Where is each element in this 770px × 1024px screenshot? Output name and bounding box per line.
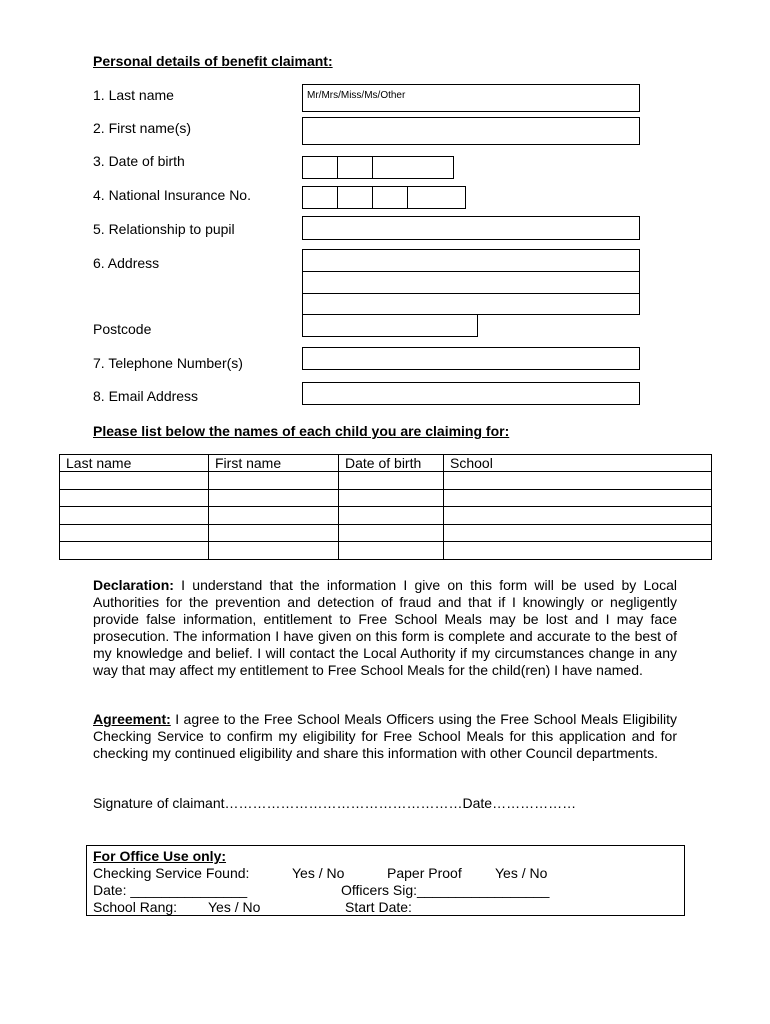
dob-month-input[interactable] (338, 157, 372, 178)
column-header-school: School (444, 455, 712, 472)
relationship-input[interactable] (303, 217, 639, 239)
email-field-box (302, 382, 640, 405)
personal-details-heading: Personal details of benefit claimant: (93, 53, 333, 69)
ni-segment-4-box (407, 186, 466, 209)
column-header-first-name: First name (209, 455, 339, 472)
ni-segment-3-box (372, 186, 408, 209)
postcode-input[interactable] (303, 315, 477, 336)
ni-segment-1-box (302, 186, 338, 209)
declaration-title: Declaration: (93, 577, 174, 593)
child-dob-input[interactable] (345, 474, 437, 489)
table-row (60, 489, 712, 507)
child-school-input[interactable] (450, 544, 705, 559)
officers-sig-label: Officers Sig:_________________ (341, 882, 550, 898)
office-date-label: Date: _______________ (93, 882, 248, 898)
school-rang-label: School Rang: (93, 899, 178, 915)
address-line-2-box (302, 271, 640, 294)
last-name-input[interactable] (303, 86, 639, 112)
address-line-3-input[interactable] (303, 294, 639, 314)
checking-service-label: Checking Service Found: (93, 865, 250, 881)
ni-segment-2-box (337, 186, 373, 209)
child-dob-input[interactable] (345, 544, 437, 559)
dob-day-box (302, 156, 338, 179)
first-name-input[interactable] (303, 118, 639, 144)
child-dob-input[interactable] (345, 491, 437, 506)
ni-segment-4-input[interactable] (408, 187, 465, 208)
children-heading: Please list below the names of each child you are claiming for: (93, 423, 510, 439)
signature-line: Signature of claimant……………………………………………Date……………… (93, 795, 577, 811)
dob-day-input[interactable] (303, 157, 337, 178)
ni-label: 4. National Insurance No. (93, 187, 251, 203)
telephone-input[interactable] (303, 348, 639, 369)
child-dob-input[interactable] (345, 509, 437, 524)
address-line-1-box (302, 249, 640, 272)
dob-year-input[interactable] (373, 157, 453, 178)
ni-segment-2-input[interactable] (338, 187, 372, 208)
paper-proof-value: Yes / No (495, 865, 548, 881)
school-rang-value: Yes / No (208, 899, 261, 915)
child-first-name-input[interactable] (215, 491, 332, 506)
last-name-label: 1. Last name (93, 87, 174, 103)
dob-label: 3. Date of birth (93, 153, 185, 169)
office-use-box (86, 845, 685, 916)
address-line-3-box (302, 293, 640, 315)
ni-segment-1-input[interactable] (303, 187, 337, 208)
child-last-name-input[interactable] (66, 526, 202, 541)
declaration-paragraph (93, 577, 677, 679)
first-name-field-box (302, 117, 640, 145)
start-date-label: Start Date: (345, 899, 412, 915)
table-row (60, 472, 712, 490)
office-use-title: For Office Use only: (93, 848, 227, 864)
paper-proof-label: Paper Proof (387, 865, 462, 881)
child-dob-input[interactable] (345, 526, 437, 541)
child-last-name-input[interactable] (66, 544, 202, 559)
address-label: 6. Address (93, 255, 160, 271)
email-label: 8. Email Address (93, 388, 199, 404)
children-table (59, 454, 712, 560)
postcode-label: Postcode (93, 321, 152, 337)
child-school-input[interactable] (450, 509, 705, 524)
child-last-name-input[interactable] (66, 474, 202, 489)
column-header-date-of-birth: Date of birth (339, 455, 444, 472)
child-school-input[interactable] (450, 474, 705, 489)
child-first-name-input[interactable] (215, 544, 332, 559)
child-last-name-input[interactable] (66, 491, 202, 506)
ni-segment-3-input[interactable] (373, 187, 407, 208)
relationship-label: 5. Relationship to pupil (93, 221, 235, 237)
agreement-paragraph (93, 711, 677, 762)
child-last-name-input[interactable] (66, 509, 202, 524)
telephone-label: 7. Telephone Number(s) (93, 355, 243, 371)
address-line-2-input[interactable] (303, 272, 639, 293)
table-row (60, 507, 712, 525)
dob-year-box (372, 156, 454, 179)
column-header-last-name: Last name (60, 455, 209, 472)
agreement-text: I agree to the Free School Meals Officers using the Free School Meals Eligibility Checking Service to confirm my eligibility for Free School Meals for this application and for checking my continued eligibility and share this information with other Council departments. (93, 711, 677, 761)
address-line-1-input[interactable] (303, 250, 639, 271)
child-first-name-input[interactable] (215, 526, 332, 541)
child-school-input[interactable] (450, 491, 705, 506)
dob-month-box (337, 156, 373, 179)
telephone-field-box (302, 347, 640, 370)
table-row (60, 524, 712, 542)
child-first-name-input[interactable] (215, 474, 332, 489)
children-table-header (60, 455, 712, 472)
last-name-field-box (302, 84, 640, 112)
email-input[interactable] (303, 383, 639, 404)
child-first-name-input[interactable] (215, 509, 332, 524)
checking-service-value: Yes / No (292, 865, 345, 881)
postcode-field-box (302, 314, 478, 337)
relationship-field-box (302, 216, 640, 240)
child-school-input[interactable] (450, 526, 705, 541)
table-row (60, 542, 712, 560)
agreement-title: Agreement: (93, 711, 171, 727)
declaration-text: I understand that the information I give on this form will be used by Local Authorities for the prevention and detection of fraud and that if I knowingly or negligently provide false information, entitlement to Free School Meals may be lost and I may face prosecution. The information I have given on this form is complete and accurate to the best of my knowledge and belief. I will contact the Local Authority if my circumstances change in any way that may affect my entitlement to Free School Meals for the child(ren) I have named. (93, 577, 677, 678)
first-name-label: 2. First name(s) (93, 120, 192, 136)
